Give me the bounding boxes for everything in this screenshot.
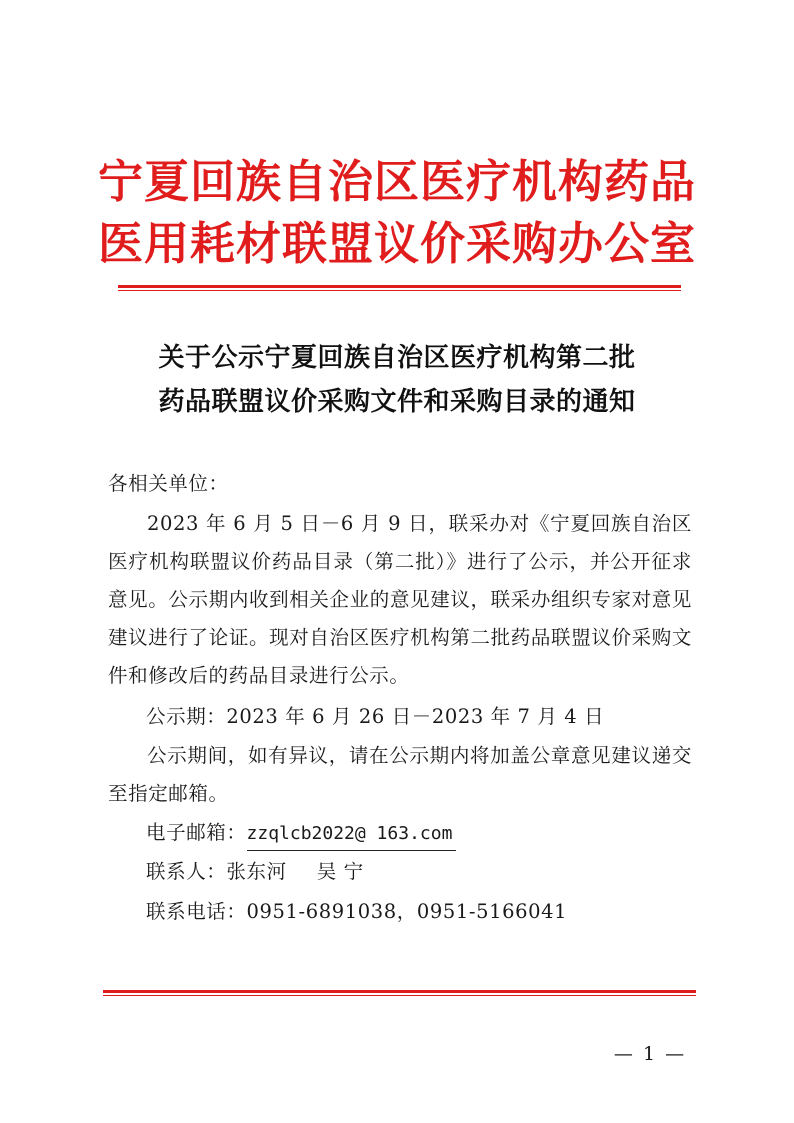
body-paragraph-1: 2023 年 6 月 5 日－6 月 9 日，联采办对《宁夏回族自治区医疗机构联盟议价药品目录（第二批）》进行了公示，并公开征求意见。公示期内收到相关企业的意见建议，联采办组织专家对意见建议进行了论证。现对自治区医疗机构第二批药品联盟议价采购文件和修改后的药品目录进行公示。 [108,512,692,687]
contact-person-1: 张东河 [226,860,287,883]
publicity-period: 公示期：2023 年 6 月 26 日－2023 年 7 月 4 日 [146,705,605,728]
contact-label: 联系人： [146,860,227,883]
phone-numbers: 0951-6891038，0951-5166041 [246,900,568,923]
email-link[interactable]: zzqlcb2022@ 163.com [247,819,457,851]
footer-red-rule-thick [103,990,696,993]
phone-line [146,897,567,927]
header-red-rule-thick [118,285,681,288]
phone-label: 联系电话： [146,900,247,923]
page-number: — 1 — [613,1043,687,1065]
body-paragraph-2: 公示期间，如有异议，请在公示期内将加盖公章意见建议递交至指定邮箱。 [108,744,692,805]
email-line [146,818,456,851]
contact-person-2: 吴 宁 [316,860,364,883]
issuing-org-line-2: 医用耗材联盟议价采购办公室 [97,217,696,270]
header-red-rule-thin [118,290,681,291]
email-label: 电子邮箱： [146,821,247,844]
footer-red-rule-thin [103,995,696,996]
salutation: 各相关单位： [108,472,229,495]
contact-person-line [146,857,364,887]
issuing-org-line-1: 宁夏回族自治区医疗机构药品 [97,155,696,208]
document-title-line-1: 关于公示宁夏回族自治区医疗机构第二批 [158,343,636,373]
document-title-line-2: 药品联盟议价采购文件和采购目录的通知 [158,387,636,417]
